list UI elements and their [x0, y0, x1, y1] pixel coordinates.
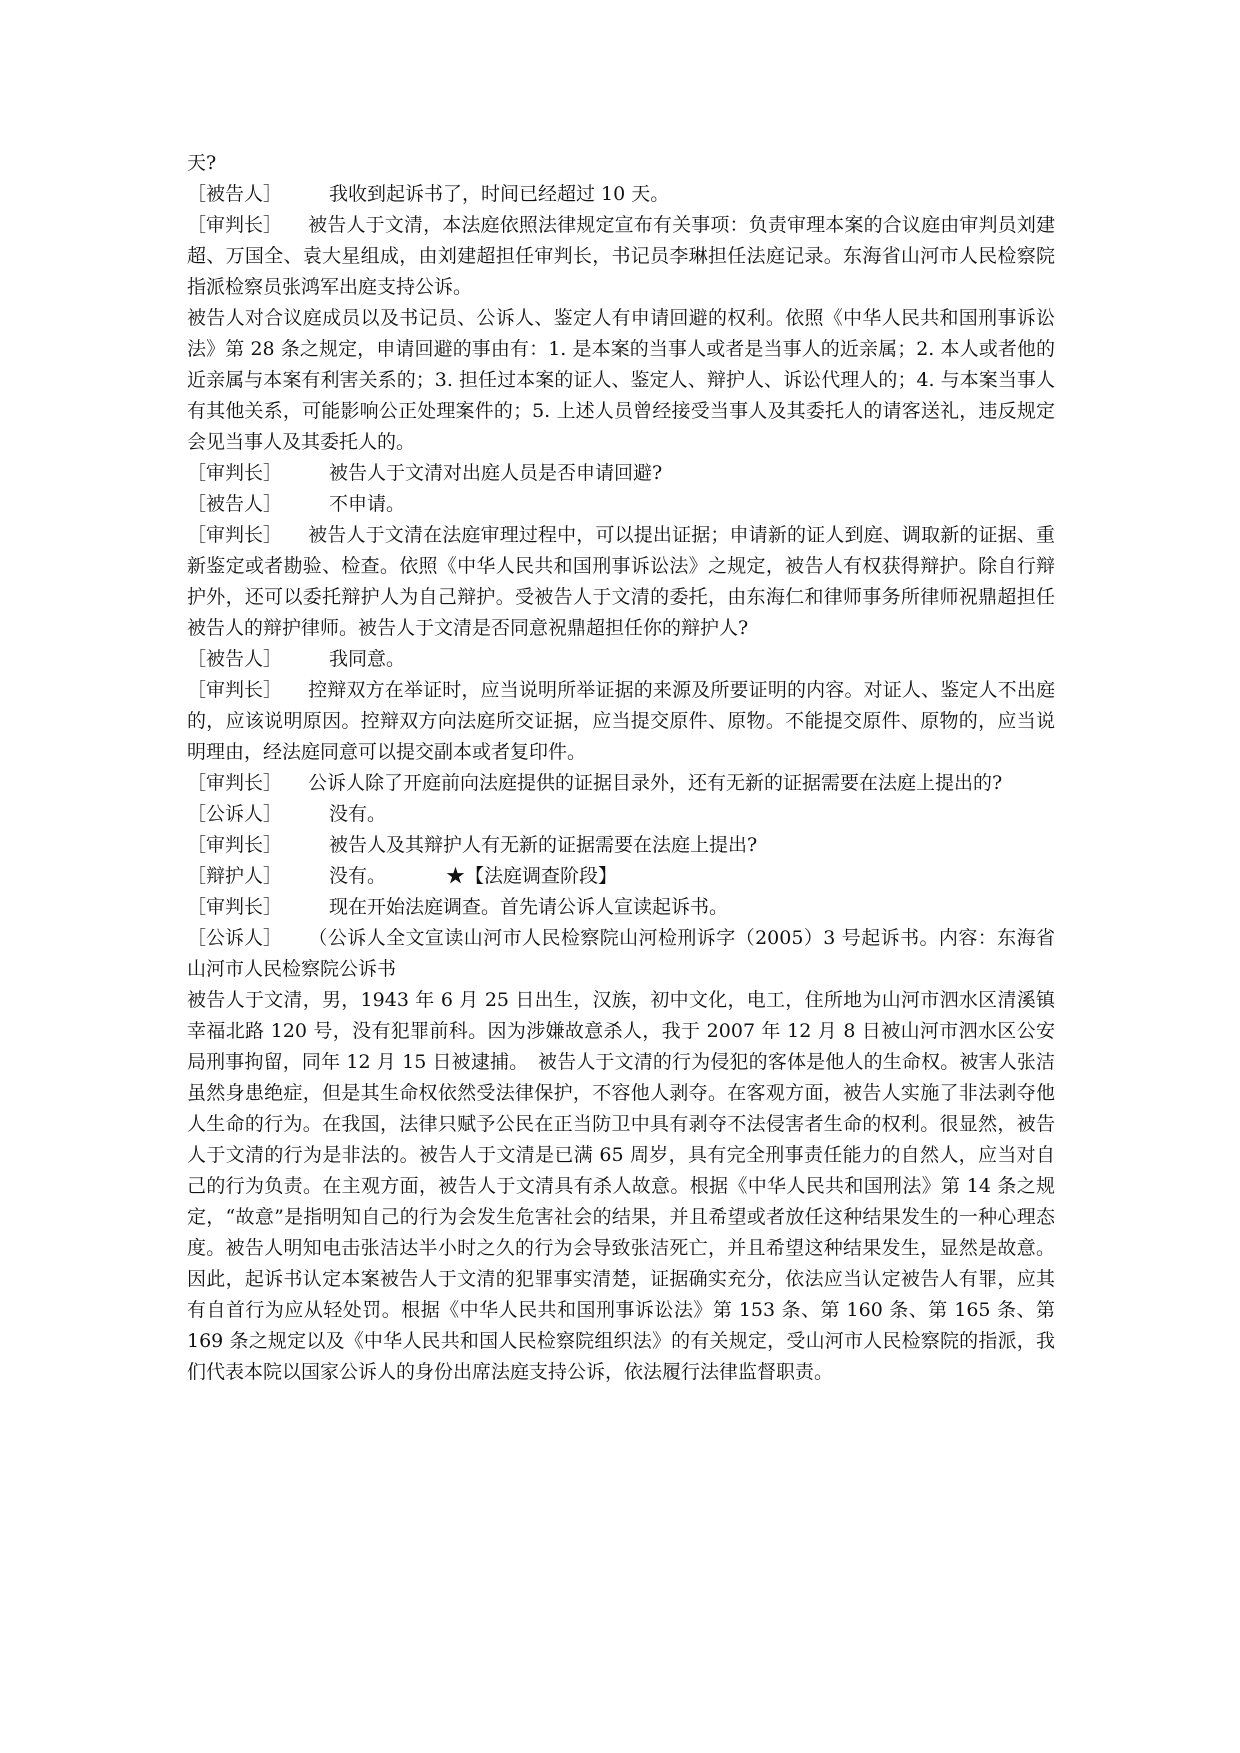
speaker-label: ［被告人］	[187, 183, 283, 205]
speaker-label: ［审判长］	[187, 679, 283, 701]
dialogue-line	[187, 861, 1055, 892]
dialogue-text: 我同意。	[329, 648, 406, 670]
dialogue-text: 被告人及其辩护人有无新的证据需要在法庭上提出?	[329, 834, 758, 856]
dialogue-line	[187, 644, 1055, 675]
speaker-label: ［审判长］	[187, 524, 283, 546]
dialogue-text: 被告人于文清对出庭人员是否申请回避?	[329, 462, 663, 484]
dialogue-text: 没有。	[329, 803, 387, 825]
dialogue-text: 被告人于文清在法庭审理过程中，可以提出证据；申请新的证人到庭、调取新的证据、重新鉴定或者勘验、检查。依照《中华人民共和国刑事诉讼法》之规定，被告人有权获得辩护。除自行辩护外，还可以委托辩护人为自己辩护。受被告人于文清的委托，由东海仁和律师事务所律师祝鼎超担任被告人的辩护律师。被告人于文清是否同意祝鼎超担任你的辩护人?	[187, 524, 1055, 639]
paragraph: 被告人于文清，男，1943 年 6 月 25 日出生，汉族，初中文化，电工，住所地为山河市泗水区清溪镇幸福北路 120 号，没有犯罪前科。因为涉嫌故意杀人，我于 2007 年 12 月 8 日被山河市泗水区公安局刑事拘留，同年 12 月 15 日被逮捕。 被告人于文清的行为侵犯的客体是他人的生命权。被害人张洁虽然身患绝症，但是其生命权依然受法律保护，不容他人剥夺。在客观方面，被告人实施了非法剥夺他人生命的行为。在我国，法律只赋予公民在正当防卫中具有剥夺不法侵害者生命的权利。很显然，被告人于文清的行为是非法的。被告人于文清是已满 65 周岁，具有完全刑事责任能力的自然人，应当对自己的行为负责。在主观方面，被告人于文清具有杀人故意。根据《中华人民共和国刑法》第 14 条之规定，“故意”是指明知自己的行为会发生危害社会的结果，并且希望或者放任这种结果发生的一种心理态度。被告人明知电击张洁达半小时之久的行为会导致张洁死亡，并且希望这种结果发生，显然是故意。因此，起诉书认定本案被告人于文清的犯罪事实清楚，证据确实充分，依法应当认定被告人有罪，应其有自首行为应从轻处罚。根据《中华人民共和国刑事诉讼法》第 153 条、第 160 条、第 165 条、第 169 条之规定以及《中华人民共和国人民检察院组织法》的有关规定，受山河市人民检察院的指派，我们代表本院以国家公诉人的身份出席法庭支持公诉，依法履行法律监督职责。	[187, 989, 1055, 1383]
dialogue-line	[187, 179, 1055, 210]
speaker-label: ［审判长］	[187, 896, 283, 918]
speaker-label: ［审判长］	[187, 462, 283, 484]
speaker-label: ［公诉人］	[187, 803, 283, 825]
dialogue-line	[187, 768, 1055, 799]
dialogue-line	[187, 458, 1055, 489]
dialogue-line	[187, 799, 1055, 830]
section-heading: ★【法庭调查阶段】	[446, 865, 618, 887]
dialogue-text: 公诉人除了开庭前向法庭提供的证据目录外，还有无新的证据需要在法庭上提出的?	[308, 772, 1003, 794]
dialogue-text: 我收到起诉书了，时间已经超过 10 天。	[329, 183, 670, 205]
dialogue-text: 现在开始法庭调查。首先请公诉人宣读起诉书。	[329, 896, 729, 918]
dialogue-line	[187, 892, 1055, 923]
dialogue-line	[187, 675, 1055, 768]
dialogue-line	[187, 210, 1055, 303]
paragraph: 被告人对合议庭成员以及书记员、公诉人、鉴定人有申请回避的权利。依照《中华人民共和国刑事诉讼法》第 28 条之规定，申请回避的事由有：1. 是本案的当事人或者是当事人的近亲属；2. 本人或者他的近亲属与本案有利害关系的；3. 担任过本案的证人、鉴定人、辩护人、诉讼代理人的；4. 与本案当事人有其他关系，可能影响公正处理案件的；5. 上述人员曾经接受当事人及其委托人的请客送礼，违反规定会见当事人及其委托人的。	[187, 307, 1055, 453]
speaker-label: ［辩护人］	[187, 865, 283, 887]
dialogue-text: 被告人于文清，本法庭依照法律规定宣布有关事项：负责审理本案的合议庭由审判员刘建超、万国全、袁大星组成，由刘建超担任审判长，书记员李琳担任法庭记录。东海省山河市人民检察院指派检察员张鸿军出庭支持公诉。	[187, 214, 1055, 298]
dialogue-line	[187, 830, 1055, 861]
speaker-label: ［公诉人］	[187, 927, 283, 949]
speaker-label: ［审判长］	[187, 834, 283, 856]
dialogue-line	[187, 520, 1055, 644]
speaker-label: ［被告人］	[187, 493, 283, 515]
dialogue-text: 没有。	[329, 865, 387, 887]
dialogue-line	[187, 489, 1055, 520]
document-body	[187, 148, 1055, 1388]
dialogue-text: 控辩双方在举证时，应当说明所举证据的来源及所要证明的内容。对证人、鉴定人不出庭的，应该说明原因。控辩双方向法庭所交证据，应当提交原件、原物。不能提交原件、原物的，应当说明理由，经法庭同意可以提交副本或者复印件。	[187, 679, 1055, 763]
dialogue-line	[187, 923, 1055, 985]
speaker-label: ［被告人］	[187, 648, 283, 670]
paragraph: 天?	[187, 152, 217, 174]
dialogue-text: （公诉人全文宣读山河市人民检察院山河检刑诉字（2005）3 号起诉书。内容：东海省山河市人民检察院公诉书	[187, 927, 1055, 980]
speaker-label: ［审判长］	[187, 214, 283, 236]
dialogue-text: 不申请。	[329, 493, 406, 515]
speaker-label: ［审判长］	[187, 772, 283, 794]
